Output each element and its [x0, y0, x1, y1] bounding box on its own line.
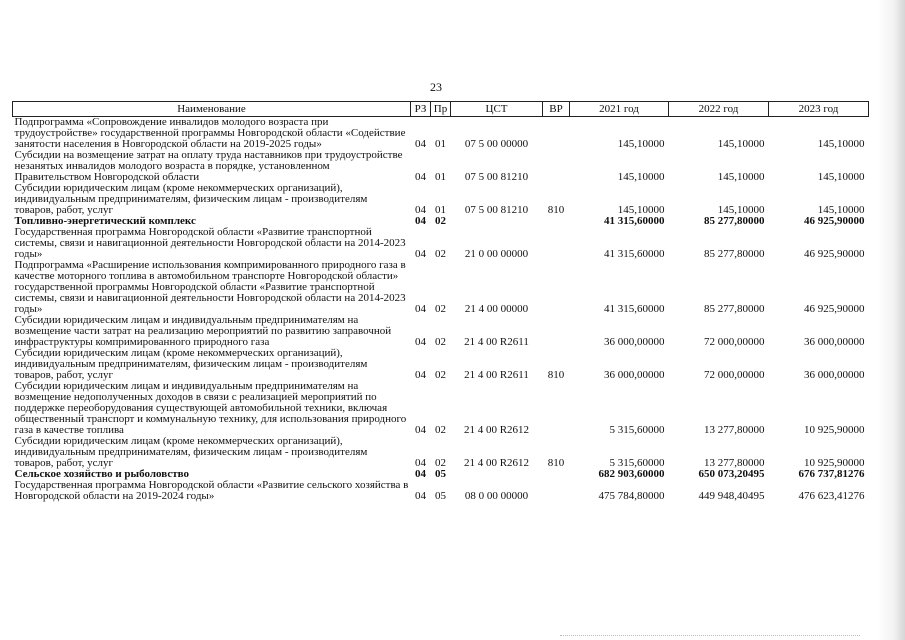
cell-2021: 36 000,00000	[604, 369, 665, 381]
cell-name: Субсидии юридическим лицам (кроме некоммерческих организаций), индивидуальным предпринимателям, физическим лицам - производителям товаров, работ, услуг	[14, 347, 368, 381]
cell-rz: 04	[415, 457, 426, 469]
cell-cst: 21 4 00 00000	[464, 303, 529, 315]
cell-2021: 475 784,80000	[598, 490, 665, 502]
cell-rz: 04	[415, 490, 426, 502]
cell-rz: 04	[415, 369, 426, 381]
cell-rz: 04	[415, 171, 426, 183]
cell-pr: 02	[435, 248, 446, 260]
cell-cst: 21 4 00 R2611	[464, 369, 529, 381]
cell-2023: 145,10000	[817, 171, 865, 183]
cell-pr: 05	[435, 468, 446, 480]
cell-pr: 02	[435, 457, 446, 469]
page-number: 23	[430, 80, 442, 94]
cell-2022: 650 073,20495	[698, 468, 765, 480]
cell-2021: 41 315,60000	[604, 248, 665, 260]
cell-cst: 21 4 00 R2612	[463, 457, 530, 469]
cell-vr: 810	[547, 457, 565, 469]
table-header-row	[13, 102, 869, 117]
header-cst: ЦСТ	[451, 102, 543, 117]
cell-pr: 02	[435, 215, 446, 227]
cell-pr: 01	[435, 204, 446, 216]
cell-name: Субсидии юридическим лицам и индивидуальным предпринимателям на возмещение части затрат на реализацию мероприятий по развитию заправочной инфраструктуры компримированного природного газа	[14, 314, 392, 348]
header-2023: 2023 год	[769, 102, 869, 117]
cell-2023: 46 925,90000	[804, 303, 865, 315]
cell-pr: 02	[435, 336, 446, 348]
table-row	[13, 381, 869, 436]
cell-2022: 145,10000	[717, 171, 765, 183]
cell-name: Сельское хозяйство и рыболовство	[14, 468, 189, 480]
cell-2021: 41 315,60000	[604, 215, 665, 227]
cell-2022: 13 277,80000	[704, 424, 765, 436]
cell-vr	[543, 150, 570, 183]
table-row	[13, 150, 869, 183]
cell-name: Субсидии юридическим лицам (кроме некоммерческих организаций), индивидуальным предпринимателям, физическим лицам - производителям товаров, работ, услуг	[14, 435, 368, 469]
cell-2022: 85 277,80000	[704, 215, 765, 227]
cell-cst: 08 0 00 00000	[464, 490, 529, 502]
cell-2023: 145,10000	[817, 138, 865, 150]
cell-2022: 449 948,40495	[698, 490, 765, 502]
cell-2022: 72 000,00000	[704, 336, 765, 348]
table-row	[13, 227, 869, 260]
cell-cst: 07 5 00 81210	[464, 171, 529, 183]
cell-2023: 676 737,81276	[798, 468, 865, 480]
cell-rz: 04	[415, 468, 426, 480]
table-row	[13, 260, 869, 315]
cell-cst	[451, 469, 543, 480]
cell-cst: 21 0 00 00000	[464, 248, 529, 260]
cell-name: Субсидии юридическим лицам и индивидуальным предпринимателям на возмещение недополученных доходов в связи с реализацией мероприятий по поддержке переоборудования существующей автомобильной техники, включая общественный транспорт и коммунальную технику, для использования природного газа в качестве топлива	[14, 380, 407, 436]
cell-2023: 476 623,41276	[798, 490, 865, 502]
header-2021: 2021 год	[570, 102, 669, 117]
cell-name: Подпрограмма «Сопровождение инвалидов молодого возраста при трудоустройстве» государственной программы Новгородской области «Содействие занятости населения в Новгородской области на 2019-2025 годы»	[14, 116, 406, 150]
header-vr: ВР	[543, 102, 570, 117]
cell-2021: 41 315,60000	[604, 303, 665, 315]
cell-name: Топливно-энергетический комплекс	[14, 215, 196, 227]
cell-vr	[543, 260, 570, 315]
cell-2022: 72 000,00000	[704, 369, 765, 381]
scan-edge-shadow	[877, 0, 905, 640]
cell-rz: 04	[415, 336, 426, 348]
cell-vr	[543, 480, 570, 502]
cell-name: Субсидии юридическим лицам (кроме некоммерческих организаций), индивидуальным предпринимателям, физическим лицам - производителям товаров, работ, услуг	[14, 182, 368, 216]
cell-2021: 145,10000	[617, 171, 665, 183]
cell-pr: 01	[435, 138, 446, 150]
cell-2023: 36 000,00000	[804, 369, 865, 381]
table-row	[13, 436, 869, 469]
table-row	[13, 117, 869, 151]
cell-2023: 10 925,90000	[804, 424, 865, 436]
cell-2021: 36 000,00000	[604, 336, 665, 348]
budget-table	[12, 101, 869, 502]
cell-2023: 10 925,90000	[804, 457, 865, 469]
cell-name: Подпрограмма «Расширение использования компримированного природного газа в качестве моторного топлива в автомобильном транспорте Новгородской области» государственной программы Новгородской области «Развитие транспортной системы, связи и навигационной деятельности Новгородской области на 2014-2023 годы»	[14, 259, 406, 315]
cell-rz: 04	[415, 215, 426, 227]
cell-vr	[543, 117, 570, 151]
cell-2022: 145,10000	[717, 204, 765, 216]
cell-rz: 04	[415, 424, 426, 436]
cell-2021: 5 315,60000	[609, 424, 665, 436]
cell-pr: 02	[435, 303, 446, 315]
cell-2021: 145,10000	[617, 204, 665, 216]
cell-pr: 02	[435, 369, 446, 381]
table-row	[13, 315, 869, 348]
cell-cst: 21 4 00 R2612	[463, 424, 530, 436]
table-row	[13, 480, 869, 502]
cell-2022: 85 277,80000	[704, 303, 765, 315]
cell-cst: 21 4 00 R2611	[464, 336, 529, 348]
header-name: Наименование	[13, 102, 411, 117]
cell-vr	[543, 469, 570, 480]
cell-pr: 05	[435, 490, 446, 502]
table-body	[13, 117, 869, 503]
cell-rz: 04	[415, 303, 426, 315]
cell-vr: 810	[547, 369, 565, 381]
cell-pr: 02	[435, 424, 446, 436]
cell-vr	[543, 381, 570, 436]
cell-2023: 36 000,00000	[804, 336, 865, 348]
cell-vr	[543, 315, 570, 348]
table-row	[13, 348, 869, 381]
cell-cst: 07 5 00 00000	[464, 138, 529, 150]
cell-2021: 682 903,60000	[598, 468, 665, 480]
cell-cst: 07 5 00 81210	[464, 204, 529, 216]
cell-2023: 145,10000	[817, 204, 865, 216]
cell-2023: 46 925,90000	[804, 248, 865, 260]
table-row	[13, 183, 869, 216]
cell-vr: 810	[547, 204, 565, 216]
cell-name: Субсидии на возмещение затрат на оплату труда наставников при трудоустройстве незанятых инвалидов молодого возраста в порядке, установленном Правительством Новгородской области	[14, 149, 403, 183]
cell-2021: 5 315,60000	[609, 457, 665, 469]
cell-2022: 145,10000	[717, 138, 765, 150]
cell-rz: 04	[415, 248, 426, 260]
cell-vr	[543, 216, 570, 227]
header-rz: РЗ	[411, 102, 431, 117]
cell-name: Государственная программа Новгородской области «Развитие транспортной системы, связи и навигационной деятельности Новгородской области на 2014-2023 годы»	[14, 226, 406, 260]
header-2022: 2022 год	[669, 102, 769, 117]
cell-2021: 145,10000	[617, 138, 665, 150]
cell-2023: 46 925,90000	[804, 215, 865, 227]
cell-rz: 04	[415, 204, 426, 216]
cell-2022: 85 277,80000	[704, 248, 765, 260]
cell-vr	[543, 227, 570, 260]
scan-noise	[560, 633, 860, 636]
cell-name: Государственная программа Новгородской области «Развитие сельского хозяйства в Новгородской области на 2019-2024 годы»	[14, 479, 409, 502]
cell-pr: 01	[435, 171, 446, 183]
cell-cst	[451, 216, 543, 227]
cell-rz: 04	[415, 138, 426, 150]
cell-2022: 13 277,80000	[704, 457, 765, 469]
header-pr: Пр	[431, 102, 451, 117]
